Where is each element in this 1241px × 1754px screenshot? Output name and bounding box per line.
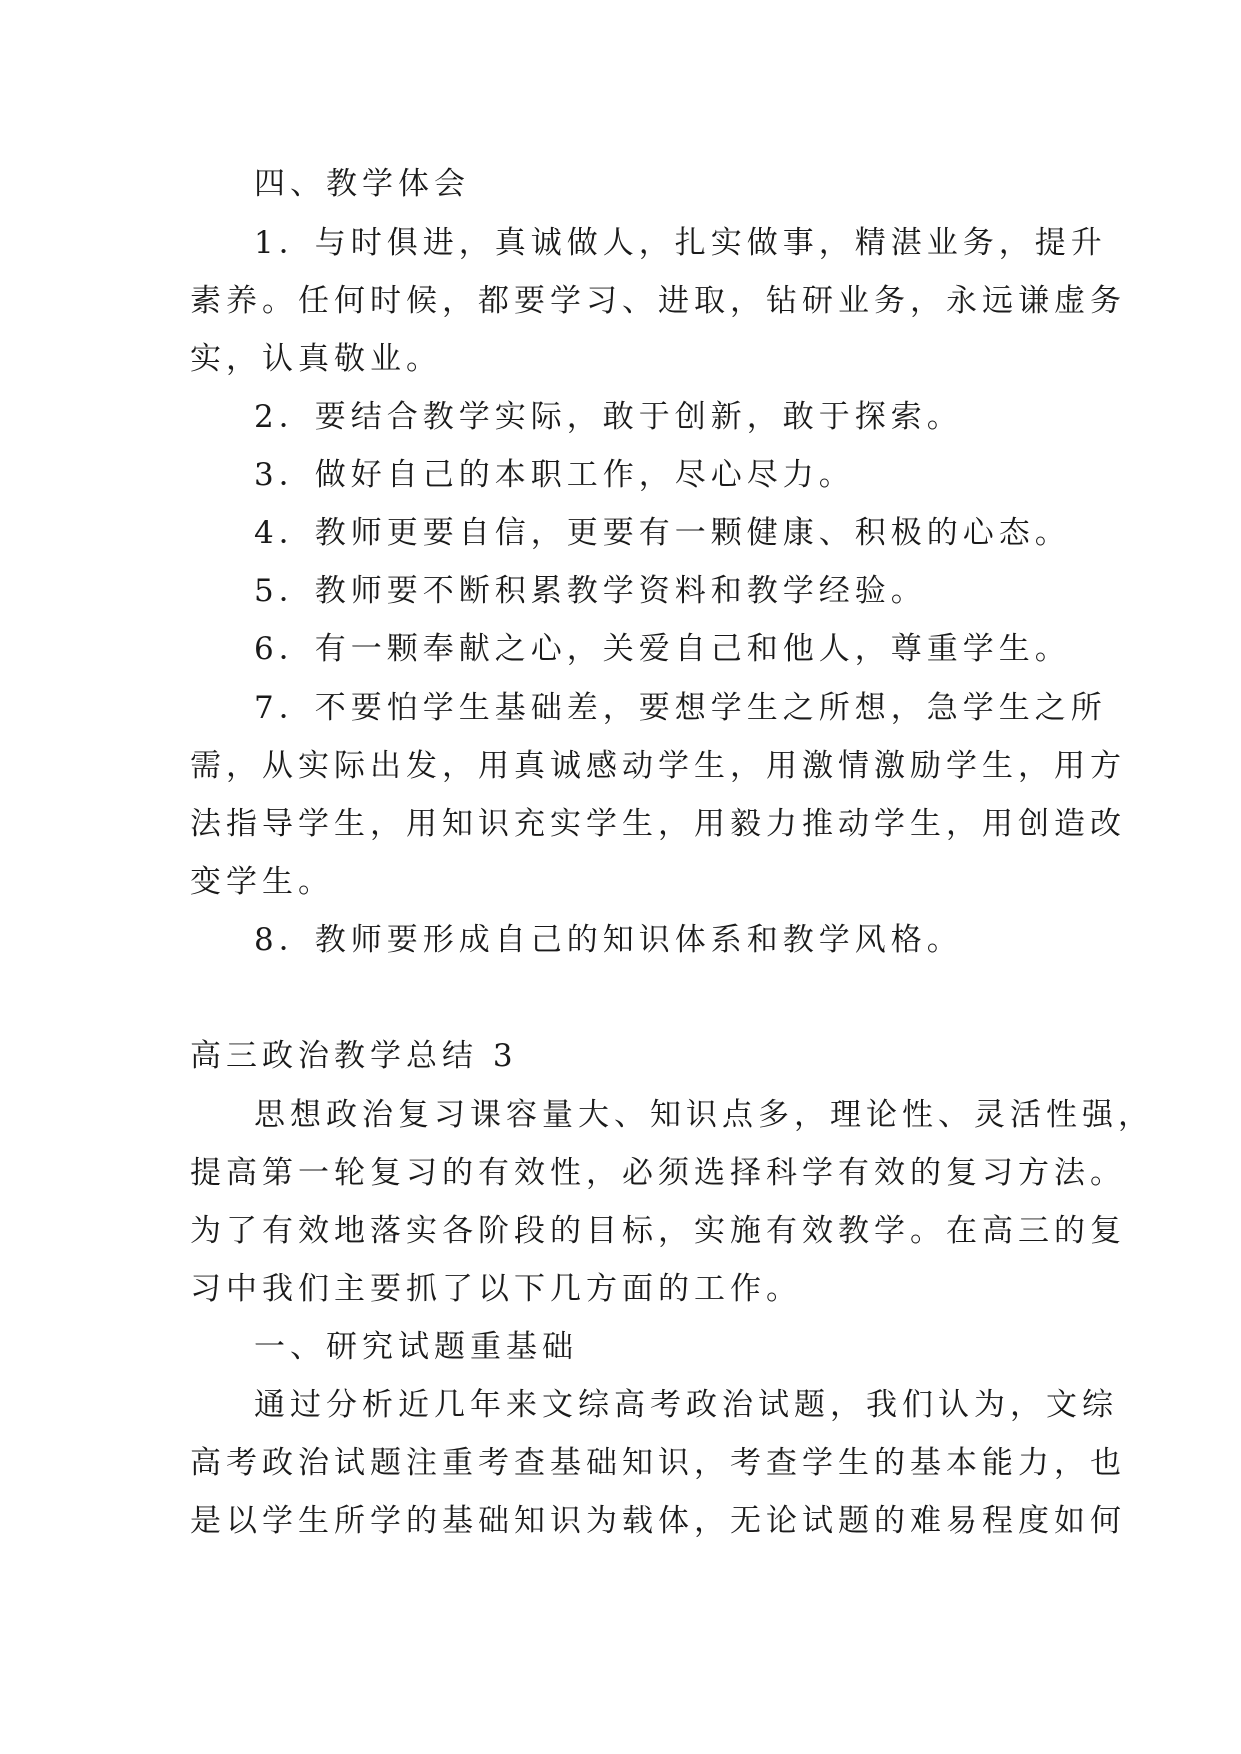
list-item: 3．做好自己的本职工作，尽心尽力。 <box>254 457 855 493</box>
document-title: 高三政治教学总结 3 <box>190 1038 518 1074</box>
section-heading-research: 一、研究试题重基础 <box>254 1329 578 1365</box>
list-item: 5．教师要不断积累教学资料和教学经验。 <box>254 573 927 609</box>
list-item: 8．教师要形成自己的知识体系和教学风格。 <box>254 922 963 958</box>
paragraph-line: 7．不要怕学生基础差，要想学生之所想，急学生之所 <box>254 690 1107 726</box>
paragraph-line: 变学生。 <box>190 864 334 900</box>
paragraph-line: 为了有效地落实各阶段的目标，实施有效教学。在高三的复 <box>190 1213 1126 1249</box>
list-item: 2．要结合教学实际，敢于创新，敢于探索。 <box>254 399 963 435</box>
list-item: 6．有一颗奉献之心，关爱自己和他人，尊重学生。 <box>254 631 1071 667</box>
paragraph-line: 法指导学生，用知识充实学生，用毅力推动学生，用创造改 <box>190 806 1126 842</box>
section-heading-teaching-experience: 四、教学体会 <box>254 166 470 202</box>
list-item: 4．教师更要自信，更要有一颗健康、积极的心态。 <box>254 515 1071 551</box>
paragraph-line: 习中我们主要抓了以下几方面的工作。 <box>190 1271 802 1307</box>
paragraph-line: 思想政治复习课容量大、知识点多，理论性、灵活性强， <box>254 1097 1154 1133</box>
paragraph-line: 通过分析近几年来文综高考政治试题，我们认为，文综 <box>254 1387 1118 1423</box>
paragraph-line: 提高第一轮复习的有效性，必须选择科学有效的复习方法。 <box>190 1155 1126 1191</box>
paragraph-line: 实，认真敬业。 <box>190 341 442 377</box>
paragraph-line: 需，从实际出发，用真诚感动学生，用激情激励学生，用方 <box>190 748 1126 784</box>
paragraph-line: 素养。任何时候，都要学习、进取，钻研业务，永远谦虚务 <box>190 283 1126 319</box>
paragraph-line: 高考政治试题注重考查基础知识，考查学生的基本能力，也 <box>190 1445 1126 1481</box>
paragraph-line: 1．与时俱进，真诚做人，扎实做事，精湛业务，提升 <box>254 225 1107 261</box>
paragraph-line: 是以学生所学的基础知识为载体，无论试题的难易程度如何 <box>190 1503 1126 1539</box>
